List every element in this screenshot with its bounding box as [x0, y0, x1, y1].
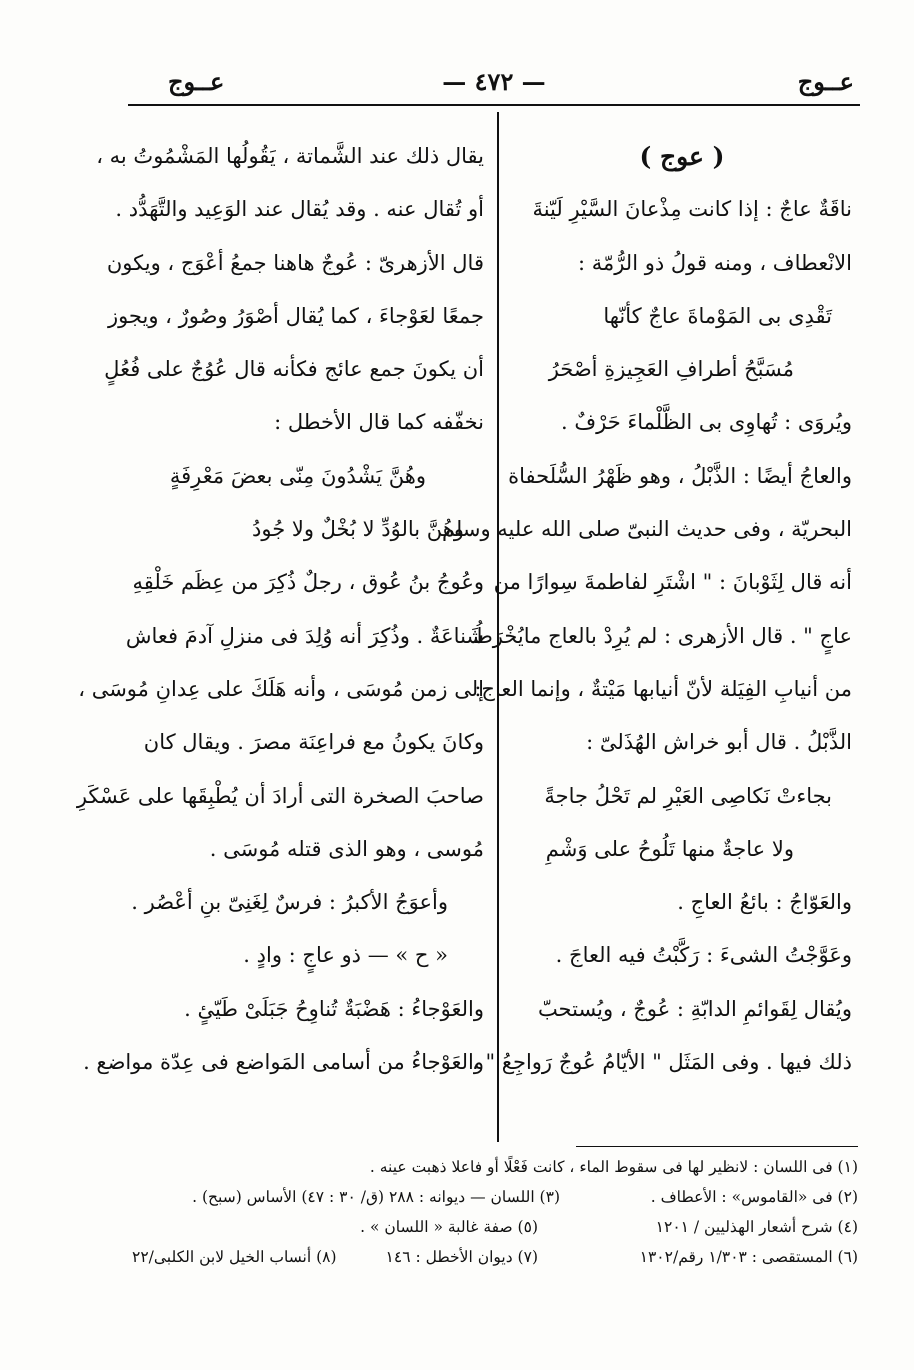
- footnote-3: (٣) اللسان — ديوانه : ٢٨٨ (ق/ ٣٠ : ٤٧) الأساس (سبح) .: [192, 1188, 560, 1206]
- text-line: من أنيابِ الفِيَلة لأنّ أنيابها مَيْتةٌ ، وإنما العاج:: [474, 676, 852, 701]
- page-number: — ٤٧٢ —: [442, 67, 546, 96]
- text-line: مُوسى ، وهو الذى قتله مُوسَى .: [209, 836, 484, 861]
- header-rule: [128, 104, 860, 106]
- text-line: إلى زمن مُوسَى ، وأنه هَلَكَ على عِدانِ مُوسَى ،: [78, 676, 484, 701]
- text-line: ويُروَى : تُهاوِى بى الظَّلْماءَ حَرْفٌ .: [561, 410, 852, 435]
- text-line: عاجٍ " . قال الأزهرى : لم يُرِدْ بالعاج مايُخْرَطُ: [473, 623, 852, 648]
- text-line: قال الأزهرىّ : عُوجٌ هاهنا جمعُ أعْوَج ، ويكون: [106, 250, 484, 275]
- text-line: صاحبَ الصخرة التى أرادَ أن يُطْبِقَها على عَسْكَرِ: [76, 783, 484, 808]
- footnote-6: (٦) المستقصى : ١/٣٠٣ رقم/١٣٠٢: [639, 1248, 858, 1266]
- page-header: [128, 62, 860, 102]
- footnote-row: [132, 1212, 858, 1242]
- text-line: وعَوَّجْتُ الشىءَ : رَكَّبْتُ فيه العاجَ .: [555, 943, 852, 968]
- verse-line: وهُنَّ يَشْدُونَ مِنّى بعضَ مَعْرِفَةٍ: [169, 463, 426, 488]
- text-line: « ح » — ذو عاجٍ : وادٍ .: [243, 943, 448, 968]
- text-line: ويُقال لِقَوائمِ الدابّةِ : عُوجٌ ، ويُستحبّ: [537, 996, 852, 1021]
- text-line: أو تُقال عنه . وقد يُقال عند الوَعِيد والتَّهَدُّد .: [115, 197, 484, 222]
- verse-line: تَقْدِى بى المَوْماةَ عاجٌ كأنّها: [603, 303, 832, 328]
- verse-line: بجاءتْ نَكاصِى العَيْرِ لم تَحْلُ جاجةً: [544, 783, 832, 808]
- text-line: ناقَةٌ عاجٌ : إذا كانت مِذْعانَ السَّيْرِ لَيّنةَ: [532, 197, 852, 222]
- text-line: وأعوَجُ الأكبرُ : فرسٌ لِغَنِىّ بنِ أعْصُر .: [131, 890, 448, 915]
- right-column: [441, 130, 852, 1089]
- footnotes: [132, 1152, 858, 1272]
- text-line: يقال ذلك عند الشَّماتة ، يَقُولُها المَشْمُوتُ به ،: [96, 144, 484, 168]
- header-root-right: عــوج: [797, 67, 854, 96]
- text-line: والعَوْجاءُ : هَضْبَةٌ تُناوِحُ جَبَلَىْ طَيّئٍ .: [184, 996, 484, 1021]
- text-line: نخفّفه كما قال الأخطل :: [274, 410, 484, 435]
- text-line: الذَّبْلُ . قال أبو خراش الهُذَلىّ :: [586, 730, 852, 755]
- text-line: أنه قال لِثَوْبانَ : " اشْتَرِ لفاطمةَ سِوارًا من: [493, 570, 852, 595]
- footnote-5: (٥) صفة غالبة « اللسان » .: [360, 1218, 538, 1236]
- footnote-row: [132, 1152, 858, 1182]
- text-line: ذلك فيها . وفى المَثَل " الأيّامُ عُوجٌ رَواجِعُ " ،: [472, 1050, 852, 1075]
- text-line: وعُوجُ بنُ عُوق ، رجلٌ ذُكِرَ من عِظَم خَلْقِهِ: [132, 570, 484, 595]
- footnote-rule: [576, 1146, 858, 1147]
- footnote-7: (٧) ديوان الأخطل : ١٤٦: [385, 1248, 538, 1266]
- text-line: جمعًا لعَوْجاءَ ، كما يُقال أصْوَرُ وصُورٌ ، ويجوز: [107, 303, 484, 328]
- verse-line: وهُنَّ بالوُدِّ لا بُخْلٌ ولا جُودُ: [252, 517, 464, 542]
- footnote-2: (٢) فى «القاموس» : الأعطاف .: [650, 1188, 858, 1206]
- verse-line: مُسَبَّحُ أطرافِ العَجِيزةِ أصْحَرُ: [548, 357, 794, 382]
- text-line: الانْعطاف ، ومنه قولُ ذو الرُّمّة :: [577, 250, 852, 275]
- footnote-4: (٤) شرح أشعار الهذليين / ١٢٠١: [655, 1218, 858, 1236]
- entry-title: ( عوج ): [639, 142, 725, 171]
- text-line: والعَوّاجُ : بائعُ العاجِ .: [677, 890, 852, 915]
- text-line: والعَوْجاءُ من أسامى المَواضع فى عِدّة مواضع .: [83, 1050, 484, 1075]
- footnote-1: (١) فى اللسان : لانظير لها فى سقوط الماء ، كانت فَعْلًا أو فاعلا ذهبت عينه .: [369, 1158, 858, 1176]
- verse-line: ولا عاجةٌ منها تَلُوحُ على وَشْمِ: [545, 836, 794, 861]
- footnote-8: (٨) أنساب الخيل لابن الكلبى/٢٢: [132, 1248, 337, 1266]
- footnote-row: [132, 1182, 858, 1212]
- text-line: شَناعَةٌ . وذُكِرَ أنه وُلِدَ فى منزلِ آدمَ فعاش: [125, 623, 484, 648]
- text-line: البحريّة ، وفى حديث النبىّ صلى الله عليه وسلم: [441, 517, 852, 542]
- header-root-left: عــوج: [168, 67, 225, 96]
- text-line: وكانَ يكونُ مع فراعِنَة مصرَ . ويقال كان: [143, 730, 484, 755]
- text-line: أن يكونَ جمع عائج فكأنه قال عُوُجٌ على فُعُلٍ: [104, 357, 484, 382]
- left-column: [76, 130, 484, 1089]
- text-line: والعاجُ أيضًا : الذَّبْلُ ، وهو ظَهْرُ السُّلَحفاة: [508, 463, 852, 488]
- footnote-row: [132, 1242, 858, 1272]
